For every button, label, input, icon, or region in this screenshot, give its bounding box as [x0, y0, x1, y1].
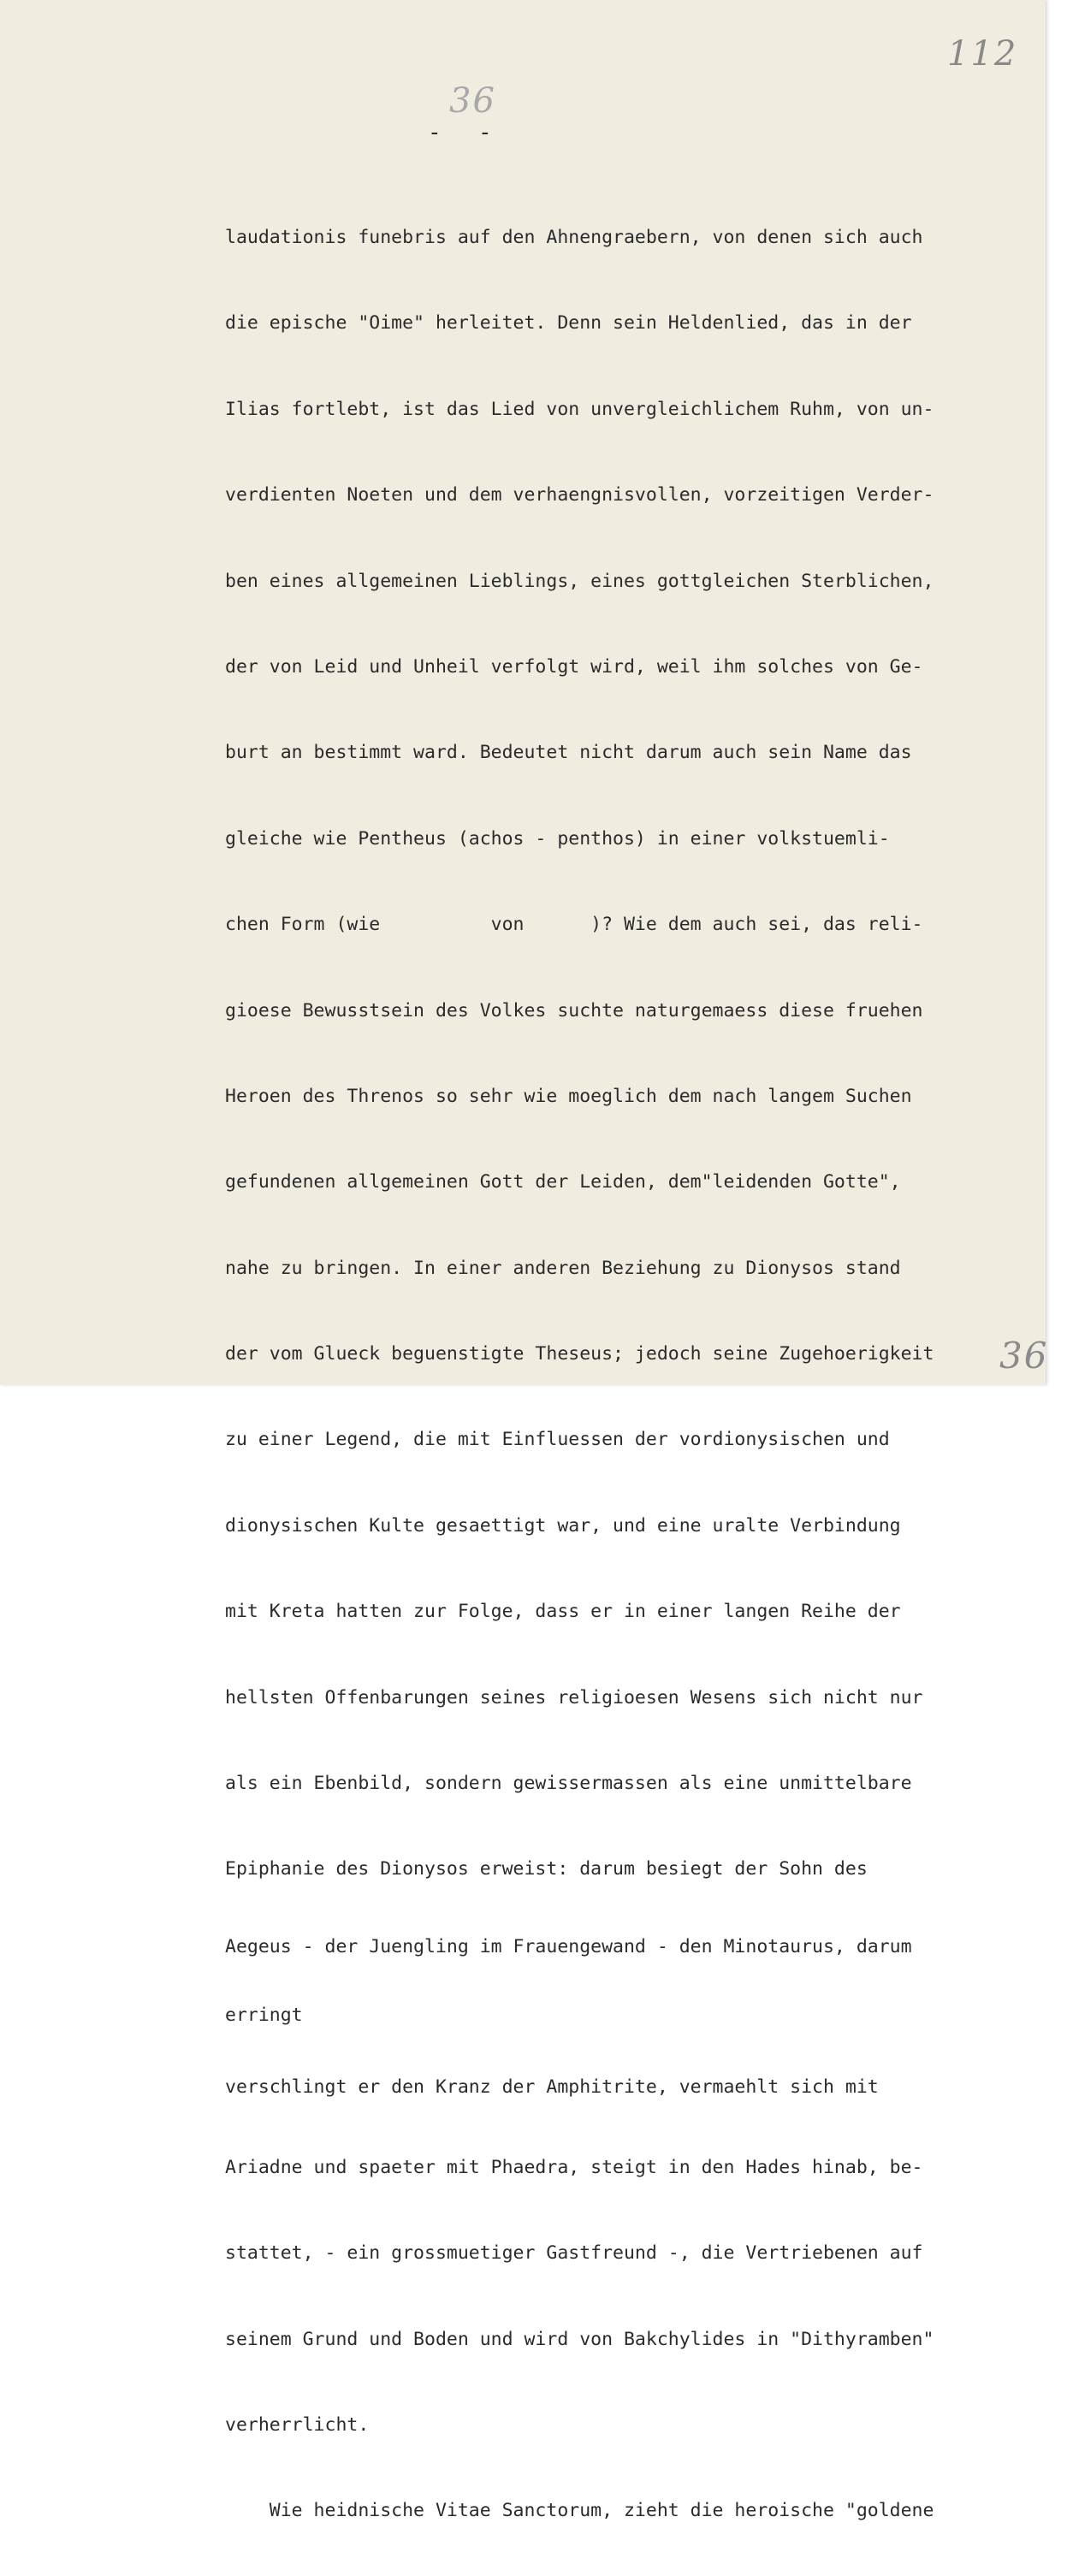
text-line: seinem Grund und Boden und wird von Bakchylides in "Dithyramben"	[225, 2328, 934, 2350]
text-line: der von Leid und Unheil verfolgt wird, weil ihm solches von Ge-	[225, 655, 923, 678]
page-header-dashes: - -	[428, 120, 495, 145]
text-line: gefundenen allgemeinen Gott der Leiden, dem"leidenden Gotte",	[225, 1171, 901, 1193]
interlinear-correction: erringt	[225, 2004, 303, 2026]
text-line: ben eines allgemeinen Lieblings, eines gottgleichen Sterblichen,	[225, 570, 934, 592]
text-line: Ilias fortlebt, ist das Lied von unvergleichlichem Ruhm, von un-	[225, 398, 934, 420]
text-line: Heroen des Threnos so sehr wie moeglich dem nach langem Suchen	[225, 1085, 912, 1107]
text-line: der vom Glueck beguenstigte Theseus; jedoch seine Zugehoerigkeit	[225, 1343, 934, 1365]
text-line: die epische "Oime" herleitet. Denn sein Heldenlied, das in der	[225, 312, 912, 335]
text-line: zu einer Legend, die mit Einfluessen der vordionysischen und	[225, 1429, 890, 1451]
text-line: nahe zu bringen. In einer anderen Beziehung zu Dionysos stand	[225, 1257, 901, 1279]
text-line: Wie heidnische Vitae Sanctorum, zieht die heroische "goldene	[225, 2500, 934, 2522]
text-line: gleiche wie Pentheus (achos - penthos) in einer volkstuemli-	[225, 827, 890, 850]
text-line-struck: verschlingt er den Kranz der Amphitrite, vermaehlt sich mit	[225, 2076, 879, 2098]
text-line: Aegeus - der Juengling im Frauengewand - den Minotaurus, darum	[225, 1935, 912, 1957]
text-line: stattet, - ein grossmuetiger Gastfreund -, die Vertriebenen auf	[225, 2242, 923, 2265]
text-line: dionysischen Kulte gesaettigt war, und eine uralte Verbindung	[225, 1514, 901, 1537]
text-line: verdienten Noeten und dem verhaengnisvollen, vorzeitigen Verder-	[225, 484, 934, 506]
text-line: als ein Ebenbild, sondern gewissermassen als eine unmittelbare	[225, 1773, 912, 1795]
folio-number: 112	[947, 34, 1018, 74]
text-line: chen Form (wie von )? Wie dem auch sei, das reli-	[225, 914, 923, 936]
page-number-top: 36	[449, 81, 496, 121]
text-line: hellsten Offenbarungen seines religioesen Wesens sich nicht nur	[225, 1686, 923, 1708]
body-text	[225, 174, 1034, 2576]
text-line: Ariadne und spaeter mit Phaedra, steigt in den Hades hinab, be-	[225, 2156, 923, 2178]
text-line: verherrlicht.	[225, 2413, 370, 2436]
text-line: mit Kreta hatten zur Folge, dass er in einer langen Reihe der	[225, 1601, 901, 1623]
text-line: laudationis funebris auf den Ahnengraebern, von denen sich auch	[225, 227, 923, 248]
text-line: burt an bestimmt ward. Bedeutet nicht darum auch sein Name das	[225, 742, 912, 764]
text-line: Epiphanie des Dionysos erweist: darum besiegt der Sohn des	[225, 1858, 868, 1880]
page-number-bottom: 36	[999, 1335, 1049, 1377]
text-line: gioese Bewusstsein des Volkes suchte naturgemaess diese fruehen	[225, 999, 923, 1022]
